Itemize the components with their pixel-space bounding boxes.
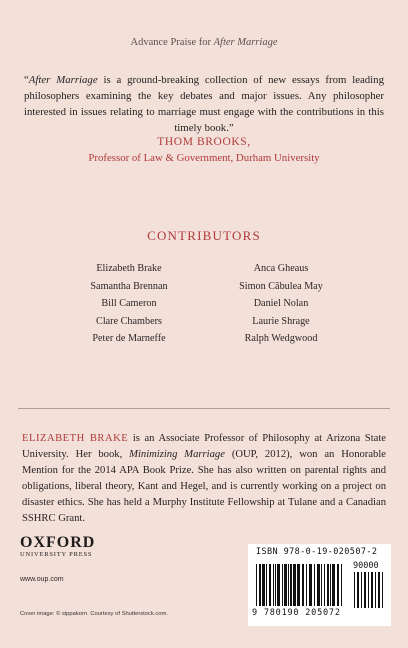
barcode-bar [284, 564, 287, 606]
barcode-bar [262, 564, 265, 606]
contributor-name: Samantha Brennan [90, 280, 168, 292]
praise-prefix: Advance Praise for [130, 37, 214, 48]
barcode-bar [317, 564, 320, 606]
contributor-name: Bill Cameron [101, 298, 157, 310]
price-code: 90000 [353, 561, 379, 571]
bio-book-title: Minimizing Marriage [129, 449, 225, 460]
contributor-name: Anca Gheaus [253, 263, 309, 274]
contributors-heading: CONTRIBUTORS [147, 228, 261, 243]
contributors-right-column [206, 260, 356, 348]
oxford-logo-subtitle: UNIVERSITY PRESS [20, 551, 93, 558]
contributor-name: Laurie Shrage [252, 315, 310, 327]
contributor-name: Simon Căbulea May [239, 280, 323, 292]
barcode-bar [306, 564, 307, 606]
barcode-bar [273, 564, 274, 606]
barcode-bar [297, 564, 300, 606]
contributor-name: Daniel Nolan [253, 298, 309, 310]
barcode-bar [324, 564, 325, 606]
bio-author-name: ELIZABETH BRAKE [22, 433, 129, 444]
barcode-bar [282, 564, 283, 606]
barcode-bar [259, 564, 261, 606]
praise-quote [24, 72, 384, 136]
publisher-url[interactable]: www.oup.com [20, 576, 64, 583]
barcode-addon-bar [382, 572, 383, 608]
barcode-addon-bar [378, 572, 380, 608]
praise-book-title: After Marriage [213, 37, 278, 48]
quote-book-title: After Marriage [28, 74, 98, 86]
barcode-addon-bar [368, 572, 369, 608]
barcode-bar [341, 564, 342, 606]
section-divider [18, 408, 390, 409]
contributor-name: Clare Chambers [96, 315, 162, 327]
barcode-bar [327, 564, 329, 606]
barcode-addon-bar [357, 572, 359, 608]
barcode-bar [275, 564, 276, 606]
barcode-bar [277, 564, 280, 606]
contributor-name: Peter de Marneffe [92, 333, 166, 345]
barcode-addon-bar [371, 572, 373, 608]
contributor-name: Ralph Wedgwood [244, 333, 318, 345]
author-bio [22, 431, 386, 527]
barcode-bar [269, 564, 271, 606]
barcode-bar [288, 564, 289, 606]
contributors-left-column [54, 260, 204, 348]
barcode-addon-bar [375, 572, 376, 608]
advance-praise-heading [0, 37, 408, 48]
barcode-bar [337, 564, 339, 606]
bio-text-1: is an Associate Professor of Philosophy at Arizona State University. Her book, [22, 433, 386, 460]
barcode-bar [293, 564, 296, 606]
quote-author-title: Professor of Law & Government, Durham University [88, 152, 320, 164]
barcode-bar [256, 564, 257, 606]
barcode-addon-bar [354, 572, 355, 608]
oxford-logo: OXFORD [20, 534, 96, 551]
cover-credit: Cover image: © sippakorn. Courtesy of Shutterstock.com. [20, 611, 168, 617]
barcode-bar [302, 564, 304, 606]
barcode-bar [290, 564, 292, 606]
barcode-bar [321, 564, 322, 606]
isbn-label: ISBN 978-0-19-020507-2 [256, 547, 378, 557]
bio-text-2: (OUP, 2012), won an Honorable Mention for the 2014 APA Book Prize. She has also written on parental rights and obligations, liberal theory, Kant and Hegel, and is currently working on a project on disaster ethics. She has held a Murphy Institute Fellowship at Tulane and a Canadian SSHRC Grant. [22, 449, 386, 524]
quote-author: THOM BROOKS, [157, 136, 251, 148]
barcode-bar [266, 564, 267, 606]
quote-text: is a ground-breaking collection of new essays from leading philosophers examining the key debates and major issues. Any philosopher interested in issues relating to marriage must engage with the contributions in this timely book.” [24, 74, 384, 134]
barcode-bar [332, 564, 335, 606]
barcode-digits: 9 780190 205072 [252, 608, 341, 618]
barcode-bar [314, 564, 315, 606]
barcode-addon-bar [361, 572, 362, 608]
barcode-bar [330, 564, 331, 606]
barcode-addon-bar [364, 572, 366, 608]
contributor-name: Elizabeth Brake [96, 263, 162, 274]
barcode-bar [309, 564, 312, 606]
quote-open-mark: “ [24, 74, 29, 86]
